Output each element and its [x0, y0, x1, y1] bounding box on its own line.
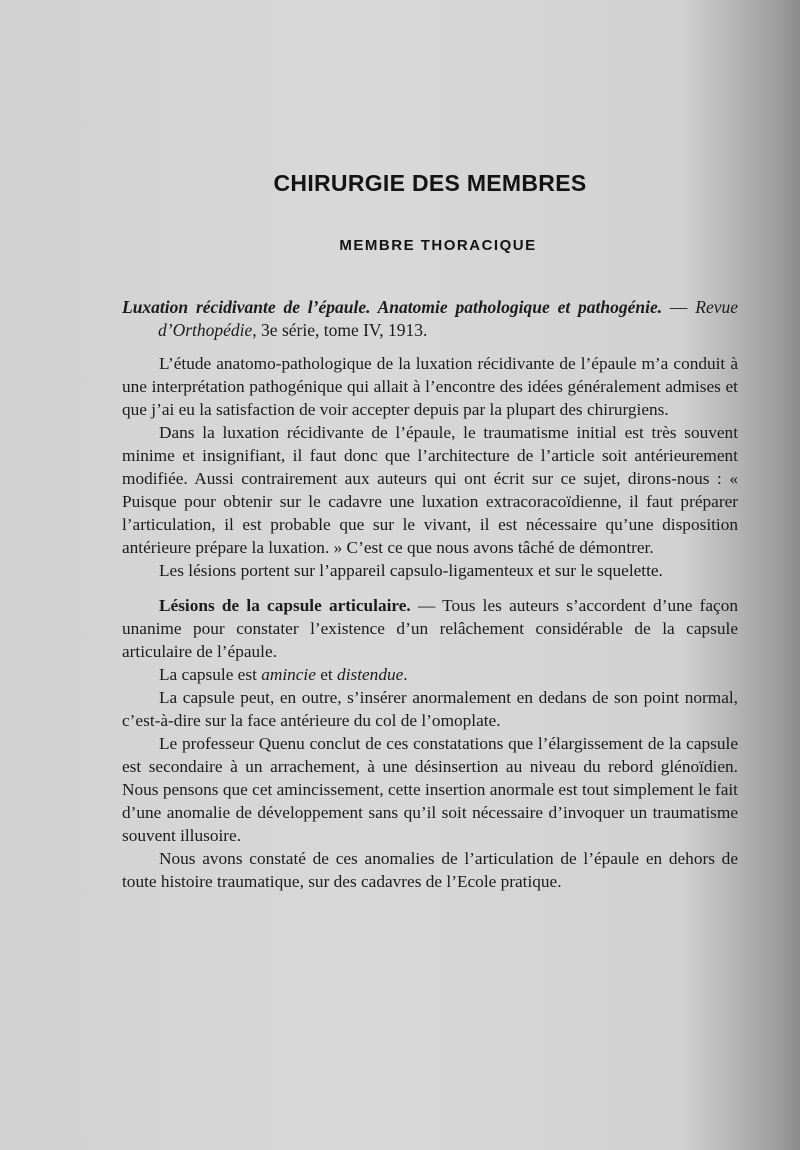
paragraph: La capsule peut, en outre, s’insérer anormalement en dedans de son point normal, c’est-à-dire sur la face antérieure du col de l’omoplate. [122, 688, 738, 730]
paragraph: L’étude anatomo-pathologique de la luxation récidivante de l’épaule m’a conduit à une interprétation pathogénique qui allait à l’encontre des idées généralement admises et que j’ai eu la satisfaction de voir accepter depuis par la plupart des chirurgiens. [122, 354, 738, 419]
bibliography-entry [122, 296, 738, 342]
entry-title: Luxation récidivante de l’épaule. Anatomie pathologique et pathogénie. [122, 297, 663, 317]
capsule-section-heading: Lésions de la capsule articulaire. [159, 596, 411, 615]
entry-journal: Revue d’Orthopédie, [158, 297, 738, 340]
entry-dash: — [662, 297, 696, 317]
section-gap [122, 582, 738, 594]
capsule-section-heading-text: — Tous les auteurs s’accordent d’une façon unanime pour constater l’existence d’un relâchement considérable de la capsule articulaire de l’épaule. [122, 596, 738, 661]
paragraph: Dans la luxation récidivante de l’épaule, le traumatisme initial est très souvent minime et insignifiant, il faut donc que l’architecture de l’article soit antérieurement modifiée. Aussi contrairement aux auteurs qui ont écrit sur ce sujet, dirons-nous : « Puisque pour obtenir sur le cadavre une luxation extracoracoïdienne, il faut préparer l’articulation, il est probable que sur le vivant, il est nécessaire qu’une disposition antérieure prépare la luxation. » C’est ce que nous avons tâché de démontrer. [122, 423, 738, 557]
paragraph: Nous avons constaté de ces anomalies de l’articulation de l’épaule en dehors de toute histoire traumatique, sur des cadavres de l’Ecole pratique. [122, 849, 738, 891]
term-distendue: distendue [337, 665, 404, 684]
section-title: MEMBRE THORACIQUE [339, 237, 537, 254]
paragraph: Les lésions portent sur l’appareil capsulo-ligamenteux et sur le squelette. [159, 561, 663, 580]
capsule-description [122, 663, 738, 686]
capsule-line-prefix: La capsule est [159, 665, 262, 684]
paragraph: Le professeur Quenu conclut de ces constatations que l’élargissement de la capsule est secondaire à un arrachement, à une désinsertion au niveau du rebord glénoïdien. Nous pensons que cet amincissement, cette insertion anormale est tout simplement le fait d’une anomalie de développement sans qu’il soit nécessaire d’invoquer un traumatisme souvent illusoire. [122, 734, 738, 845]
capsule-section-intro [122, 594, 738, 663]
capsule-line-end: . [403, 665, 408, 684]
entry-details: 3e série, tome IV, 1913. [256, 320, 428, 340]
chapter-title: CHIRURGIE DES MEMBRES [273, 170, 587, 196]
capsule-line-mid: et [315, 665, 338, 684]
page-content [122, 170, 738, 893]
term-amincie: amincie [261, 665, 316, 684]
